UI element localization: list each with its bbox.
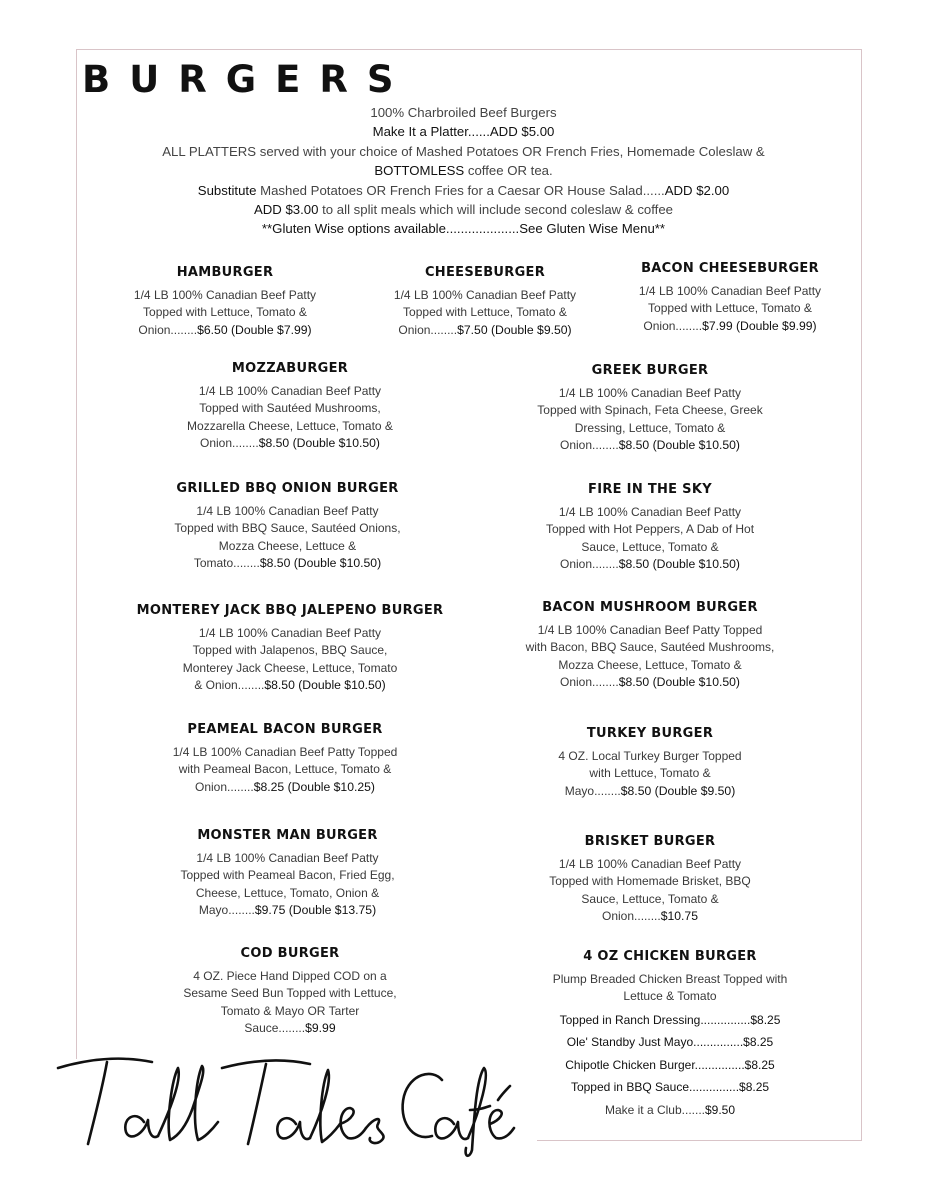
desc-line: Onion........ [560,438,619,453]
desc-price-line [150,1020,430,1037]
desc-line: Onion........ [195,779,254,794]
desc-line: Onion........ [643,318,703,333]
desc-line: Topped with Peameal Bacon, Fried Egg, [180,868,395,883]
club-label: Make it a Club....... [604,1102,705,1117]
menu-item-chicken-burger [525,949,815,1121]
desc-line: & Onion........ [194,678,265,693]
desc-line: 1/4 LB 100% Canadian Beef Patty [196,504,379,518]
item-desc [150,968,430,1038]
intro-line-6-a: ADD $3.00 [253,202,319,218]
item-name: GREEK BURGER [591,363,709,378]
menu-item-bacon-cheeseburger [615,261,845,335]
desc-line: Plump Breaded Chicken Breast Topped with [552,972,788,986]
item-name: TURKEY BURGER [586,726,714,741]
desc-line: Onion........ [602,909,661,924]
item-desc [150,850,425,920]
item-name: MONSTER MAN BURGER [197,828,378,843]
item-name: HAMBURGER [176,265,274,280]
item-price: $7.99 (Double $9.99) [702,318,817,333]
desc-line: 4 OZ. Piece Hand Dipped COD on a [193,969,387,983]
item-price: $7.50 (Double $9.50) [457,322,572,337]
desc-line: 4 OZ. Local Turkey Burger Topped [558,749,742,763]
item-desc [520,856,780,926]
desc-price-line [150,902,425,919]
intro-line-2: Make It a Platter......ADD $5.00 [372,124,555,140]
desc-price-line [370,322,600,339]
desc-price-line [505,674,795,691]
desc-line: Lettuce & Tomato [623,989,717,1004]
item-desc [525,971,815,1006]
item-name: BACON MUSHROOM BURGER [542,600,758,615]
frame-top-border [76,49,862,50]
item-desc [520,385,780,455]
item-name: BACON CHEESEBURGER [641,261,819,276]
desc-price-line [145,779,425,796]
intro-line-5-c: ADD $2.00 [664,182,730,198]
desc-line: Topped with Jalapenos, BBQ Sauce, [192,643,388,658]
desc-line: Mozzarella Cheese, Lettuce, Tomato & [187,418,393,433]
desc-line: 1/4 LB 100% Canadian Beef Patty [196,851,379,865]
intro-line-7: **Gluten Wise options available....................See Gluten Wise Menu** [261,221,666,237]
menu-item-grilled-bbq-onion-burger [150,481,425,573]
desc-price-line [150,555,425,572]
chicken-option-ranch: Topped in Ranch Dressing...............$8.25 [559,1012,781,1027]
desc-price-line [120,677,460,694]
desc-line: Topped with Spinach, Feta Cheese, Greek [537,403,763,418]
desc-line: Onion........ [560,557,619,572]
chicken-option-chipotle: Chipotle Chicken Burger...............$8.25 [565,1057,775,1072]
intro-line-5-b: Mashed Potatoes OR French Fries for a Caesar OR House Salad...... [256,182,665,198]
desc-line: 1/4 LB 100% Canadian Beef Patty [638,284,822,298]
item-price: $9.99 [305,1021,336,1036]
item-price: $8.50 (Double $10.50) [618,438,740,453]
desc-line: 1/4 LB 100% Canadian Beef Patty [393,288,577,302]
page-title: BURGERS [82,58,413,101]
desc-line: Monterey Jack Cheese, Lettuce, Tomato [182,660,398,675]
desc-line: Onion........ [138,322,198,337]
intro-line-6-b: to all split meals which will include second coleslaw & coffee [318,202,674,218]
item-name: MONTEREY JACK BBQ JALEPENO BURGER [136,603,444,618]
desc-line: Mayo........ [198,903,255,918]
item-price: $9.75 (Double $13.75) [254,903,377,918]
desc-price-line [615,318,845,335]
item-desc [160,383,420,453]
item-desc [505,622,795,692]
frame-left-border [76,49,77,1059]
item-name: BRISKET BURGER [584,834,716,849]
item-price: $8.50 (Double $10.50) [259,556,382,571]
desc-line: 1/4 LB 100% Canadian Beef Patty [558,857,742,871]
desc-line: Sesame Seed Bun Topped with Lettuce, [183,986,397,1001]
desc-line: Mozza Cheese, Lettuce, Tomato & [558,657,742,672]
menu-item-greek-burger [520,363,780,455]
desc-line: Onion........ [200,436,259,451]
intro-block [100,103,827,239]
chicken-option-bbq: Topped in BBQ Sauce...............$8.25 [570,1080,770,1095]
item-desc [145,744,425,796]
item-price: $8.50 (Double $10.50) [618,675,740,690]
item-desc [520,504,780,574]
tall-tales-cafe-signature-logo [52,1040,522,1160]
desc-line: 1/4 LB 100% Canadian Beef Patty Topped [537,623,763,637]
desc-line: Topped with Sautéed Mushrooms, [199,401,381,416]
desc-line: 1/4 LB 100% Canadian Beef Patty Topped [172,745,398,759]
desc-line: 1/4 LB 100% Canadian Beef Patty [558,505,742,519]
menu-item-bacon-mushroom-burger [505,600,795,692]
intro-line-5 [100,181,827,200]
club-price: $9.50 [705,1102,736,1117]
desc-line: Onion........ [398,322,458,337]
desc-line: with Peameal Bacon, Lettuce, Tomato & [178,762,392,777]
desc-price-line [160,435,420,452]
item-desc [615,283,845,335]
item-desc [120,625,460,695]
desc-price-line [520,556,780,573]
desc-line: Onion........ [560,675,619,690]
item-price: $8.25 (Double $10.25) [253,779,375,794]
desc-line: with Lettuce, Tomato & [589,766,711,781]
menu-item-fire-in-the-sky [520,482,780,574]
menu-item-peameal-bacon-burger [145,722,425,796]
desc-line: Mozza Cheese, Lettuce & [218,538,357,553]
desc-line: Sauce, Lettuce, Tomato & [581,539,719,554]
desc-line: 1/4 LB 100% Canadian Beef Patty [198,626,382,640]
desc-line: Dressing, Lettuce, Tomato & [574,420,726,435]
desc-line: Mayo........ [564,783,621,798]
desc-line: Tomato & Mayo OR Tarter [220,1003,360,1018]
item-price: $8.50 (Double $9.50) [620,783,736,798]
desc-line: 1/4 LB 100% Canadian Beef Patty [198,384,382,398]
item-price: $10.75 [660,909,698,924]
item-desc [370,287,600,339]
intro-line-4-bold: BOTTOMLESS [374,163,465,179]
chicken-option-mayo: Ole' Standby Just Mayo...............$8.25 [566,1035,774,1050]
desc-line: Sauce........ [244,1021,306,1036]
menu-item-brisket-burger [520,834,780,926]
item-desc [110,287,340,339]
item-price: $6.50 (Double $7.99) [197,322,312,337]
menu-item-hamburger [110,265,340,339]
desc-line: Topped with Lettuce, Tomato & [143,305,307,320]
chicken-options [525,1009,815,1122]
desc-line: with Bacon, BBQ Sauce, Sautéed Mushrooms, [525,640,775,655]
item-name: GRILLED BBQ ONION BURGER [176,481,399,496]
item-price: $8.50 (Double $10.50) [618,557,740,572]
item-name: CHEESEBURGER [424,265,546,280]
item-name: COD BURGER [240,946,340,961]
item-name: MOZZABURGER [231,361,349,376]
intro-line-6 [100,200,827,219]
desc-line: Tomato........ [193,556,260,571]
item-price: $8.50 (Double $10.50) [264,678,386,693]
frame-right-border [861,49,862,1141]
menu-item-monster-man-burger [150,828,425,920]
item-desc [150,503,425,573]
desc-line: Topped with BBQ Sauce, Sautéed Onions, [174,521,401,536]
desc-line: Cheese, Lettuce, Tomato, Onion & [195,885,380,900]
menu-item-cod-burger [150,946,430,1038]
desc-price-line [520,908,780,925]
intro-line-3: ALL PLATTERS served with your choice of Mashed Potatoes OR French Fries, Homemade Coleslaw & [162,143,765,159]
desc-line: Topped with Lettuce, Tomato & [648,301,812,316]
desc-line: Topped with Hot Peppers, A Dab of Hot [545,522,755,537]
desc-line: 1/4 LB 100% Canadian Beef Patty [133,288,317,302]
intro-line-5-a: Substitute [197,182,257,198]
menu-item-cheeseburger [370,265,600,339]
menu-item-monterey-jack-bbq-jalepeno-burger [120,603,460,695]
chicken-option-club [525,1099,815,1122]
desc-line: Topped with Homemade Brisket, BBQ [549,874,751,889]
item-name: 4 OZ CHICKEN BURGER [583,949,757,964]
item-name: FIRE IN THE SKY [588,482,712,497]
menu-item-turkey-burger [520,726,780,800]
item-price: $8.50 (Double $10.50) [258,436,380,451]
intro-line-4 [100,161,827,180]
frame-bottom-border [537,1140,862,1141]
desc-line: Topped with Lettuce, Tomato & [403,305,567,320]
desc-line: Sauce, Lettuce, Tomato & [581,891,719,906]
desc-line: 1/4 LB 100% Canadian Beef Patty [558,386,742,400]
intro-line-4-rest: coffee OR tea. [464,163,553,179]
intro-line-1: 100% Charbroiled Beef Burgers [370,105,557,120]
menu-item-mozzaburger [160,361,420,453]
desc-price-line [520,783,780,800]
desc-price-line [520,437,780,454]
item-name: PEAMEAL BACON BURGER [187,722,383,737]
desc-price-line [110,322,340,339]
item-desc [520,748,780,800]
